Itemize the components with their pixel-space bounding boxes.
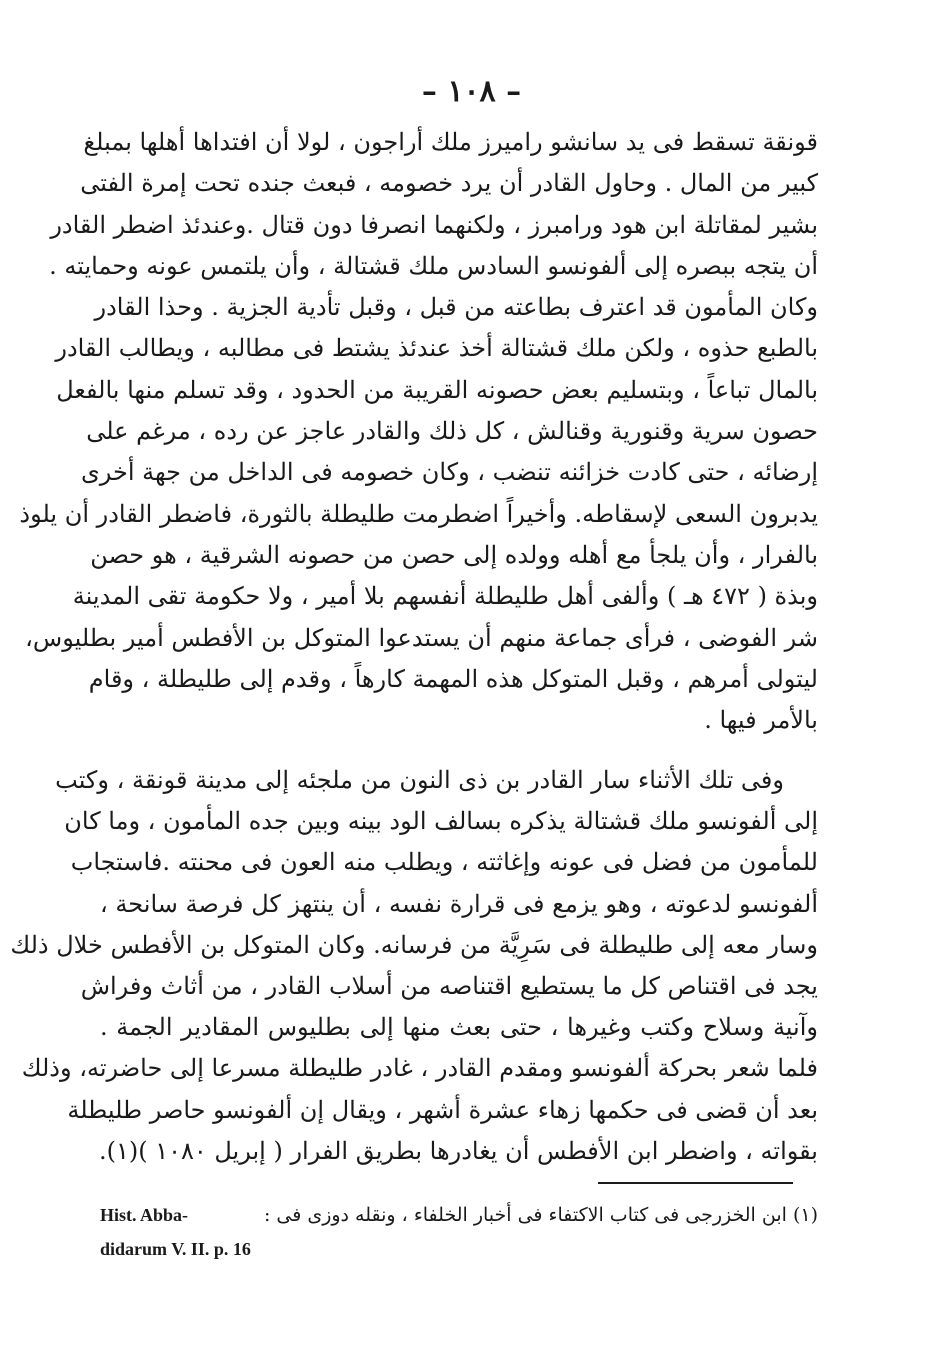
text-line: يدبرون السعى لإسقاطه. وأخيراً اضطرمت طليطلة بالثورة، فاضطر القادر أن يلوذ xyxy=(19,499,818,528)
text-line: وسار معه إلى طليطلة فى سَرِيَّة من فرسانه. وكان المتوكل بن الأفطس خلال ذلك xyxy=(10,930,818,959)
footnote-line-2: didarum V. II. p. 16 xyxy=(100,1239,251,1259)
text-line: ألفونسو لدعوته ، وهو يزمع فى قرارة نفسه ، أن ينتهز كل فرصة سانحة ، xyxy=(100,889,818,918)
text-line: وفى تلك الأثناء سار القادر بن ذى النون من ملجئه إلى مدينة قونقة ، وكتب xyxy=(55,766,784,794)
text-line: إلى ألفونسو ملك قشتالة يذكره بسالف الود بينه وبين جده المأمون ، وما كان xyxy=(64,807,818,836)
footnote-line-1 xyxy=(100,1198,818,1232)
text-line: شر الفوضى ، فرأى جماعة منهم أن يستدعوا المتوكل بن الأفطس أمير بطليوس، xyxy=(25,623,818,652)
text-line: أن يتجه ببصره إلى ألفونسو السادس ملك قشتالة ، وأن يلتمس عونه وحمايته . xyxy=(49,251,818,280)
text-line: بالمال تباعاً ، وبتسليم بعض حصونه القريبة من الحدود ، وقد تسلم منها بالفعل xyxy=(56,375,818,404)
text-line: فلما شعر بحركة ألفونسو ومقدم القادر ، غادر طليطلة مسرعا إلى حاضرته، وذلك xyxy=(21,1054,818,1083)
text-line: يجد فى اقتناص كل ما يستطيع اقتناصه من أسلاب القادر ، من أثاث وفراش xyxy=(80,972,818,1001)
text-line: وبذة ( ٤٧٢ هـ ) وألفى أهل طليطلة أنفسهم بلا أمير ، ولا حكومة تقى المدينة xyxy=(72,582,818,611)
text-line: بالفرار ، وأن يلجأ مع أهله وولده إلى حصن من حصونه الشرقية ، هو حصن xyxy=(90,540,818,569)
footnote-arabic-text: (١) ابن الخزرجى فى كتاب الاكتفاء فى أخبار الخلفاء ، ونقله دوزى فى : xyxy=(263,1204,818,1226)
text-line: بالأمر فيها . xyxy=(704,706,818,735)
text-line: للمأمون من فضل فى عونه وإغاثته ، ويطلب منه العون فى محنته .فاستجاب xyxy=(70,848,818,877)
page-number: – ١٠٨ – xyxy=(421,74,522,109)
text-line: بقواته ، واضطر ابن الأفطس أن يغادرها بطريق الفرار ( إبريل ١٠٨٠ )(١). xyxy=(98,1136,818,1165)
footnote-divider xyxy=(598,1182,793,1184)
text-line: كبير من المال . وحاول القادر أن يرد خصومه ، فبعث جنده تحت إمرة الفتى xyxy=(80,169,818,198)
paragraph-1 xyxy=(19,122,818,741)
text-line: ليتولى أمرهم ، وقبل المتوكل هذه المهمة كارهاً ، وقدم إلى طليطلة ، وقام xyxy=(88,664,818,693)
footnote xyxy=(100,1198,818,1266)
text-line: وكان المأمون قد اعترف بطاعته من قبل ، وقبل تأدية الجزية . وحذا القادر xyxy=(94,293,818,322)
text-line: قونقة تسقط فى يد سانشو راميرز ملك أراجون ، لولا أن افتداها أهلها بمبلغ xyxy=(83,128,818,156)
paragraph-2 xyxy=(10,760,818,1172)
text-line: وآنية وسلاح وكتب وغيرها ، حتى بعث منها إلى بطليوس المقادير الجمة . xyxy=(100,1013,818,1042)
footnote-latin-text: Hist. Abba- xyxy=(100,1205,189,1225)
text-line: بعد أن قضى فى حكمها زهاء عشرة أشهر ، ويقال إن ألفونسو حاصر طليطلة xyxy=(67,1095,818,1124)
text-line: حصون سرية وقنورية وقنالش ، كل ذلك والقادر عاجز عن رده ، مرغم على xyxy=(86,417,818,446)
text-line: إرضائه ، حتى كادت خزائنه تنضب ، وكان خصومه فى الداخل من جهة أخرى xyxy=(81,458,818,487)
text-line: بشير لمقاتلة ابن هود ورامبرز ، ولكنهما انصرفا دون قتال .وعندئذ اضطر القادر xyxy=(50,210,818,239)
text-line: بالطبع حذوه ، ولكن ملك قشتالة أخذ عندئذ يشتط فى مطالبه ، ويطالب القادر xyxy=(55,334,818,363)
